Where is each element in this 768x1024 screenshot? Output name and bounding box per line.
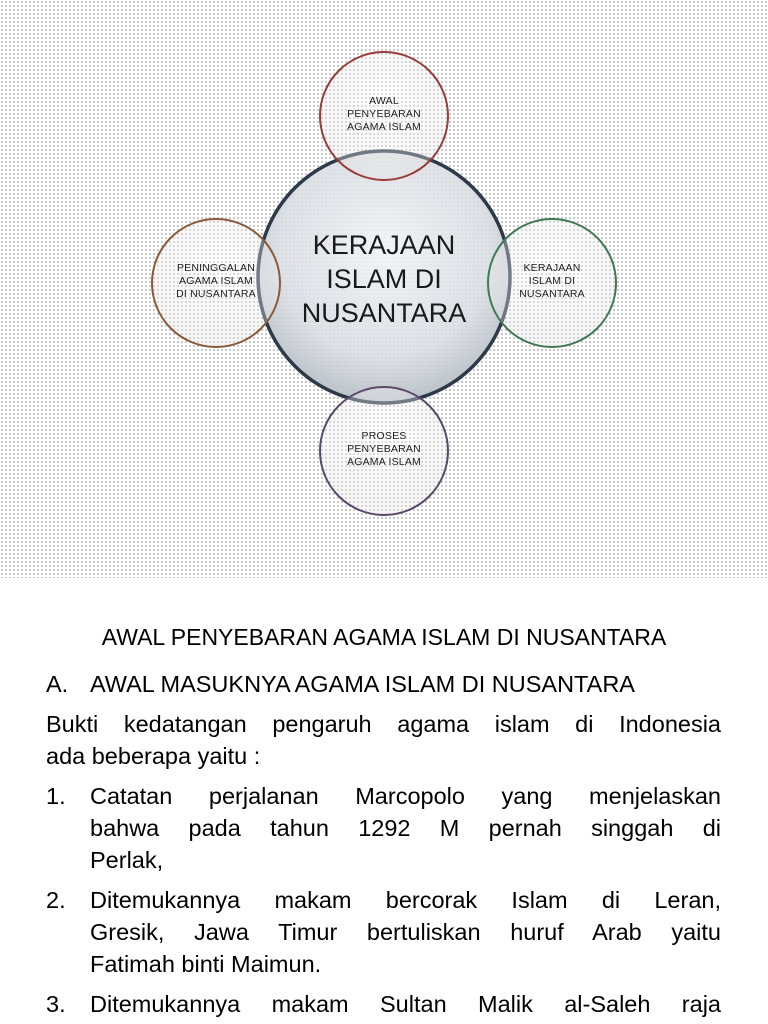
center-line-1: KERAJAAN: [312, 230, 456, 260]
intro-line-1: Bukti kedatangan pengaruh agama islam di Indonesia: [46, 711, 721, 737]
item-2-number: 2.: [46, 887, 66, 913]
item-1-number: 1.: [46, 783, 66, 809]
right-line-2: ISLAM DI: [528, 274, 576, 287]
item-1-line-3: Perlak,: [90, 847, 164, 873]
item-3-line-1: Ditemukannya makam Sultan Malik al-Saleh raja: [90, 991, 721, 1017]
bottom-label: [324, 427, 444, 471]
item-1-line-2: bahwa pada tahun 1292 M pernah singgah di: [90, 815, 721, 841]
center-line-3: NUSANTARA: [301, 298, 467, 328]
top-line-3: AGAMA ISLAM: [347, 120, 421, 133]
top-line-1: AWAL: [369, 94, 399, 107]
left-line-1: PENINGGALAN: [176, 261, 256, 274]
right-label: [502, 259, 602, 303]
item-3-number: 3.: [46, 991, 66, 1017]
left-line-3: DI NUSANTARA: [176, 287, 256, 300]
intro-line-2: ada beberapa yaitu :: [46, 743, 261, 769]
bottom-line-3: AGAMA ISLAM: [347, 455, 421, 468]
item-2-line-2: Gresik, Jawa Timur bertuliskan huruf Arab yaitu: [90, 919, 721, 945]
section-title: AWAL MASUKNYA AGAMA ISLAM DI NUSANTARA: [90, 671, 635, 697]
item-1-line-1: Catatan perjalanan Marcopolo yang menjelaskan: [90, 783, 721, 809]
item-2-line-1: Ditemukannya makam bercorak Islam di Leran,: [90, 887, 721, 913]
left-line-2: AGAMA ISLAM: [179, 274, 253, 287]
center-line-2: ISLAM DI: [326, 264, 442, 294]
right-line-3: NUSANTARA: [519, 287, 585, 300]
top-label: [324, 92, 444, 136]
section-label: A.: [46, 671, 69, 697]
bottom-line-2: PENYEBARAN: [347, 442, 421, 455]
left-label: [160, 259, 272, 303]
right-line-1: KERAJAAN: [523, 261, 581, 274]
top-line-2: PENYEBARAN: [347, 107, 421, 120]
document-page: [0, 578, 768, 1024]
page-title: AWAL PENYEBARAN AGAMA ISLAM DI NUSANTARA: [101, 624, 667, 650]
item-2-line-3: Fatimah binti Maimun.: [90, 951, 322, 977]
bottom-line-1: PROSES: [361, 429, 407, 442]
center-label: [284, 225, 484, 333]
